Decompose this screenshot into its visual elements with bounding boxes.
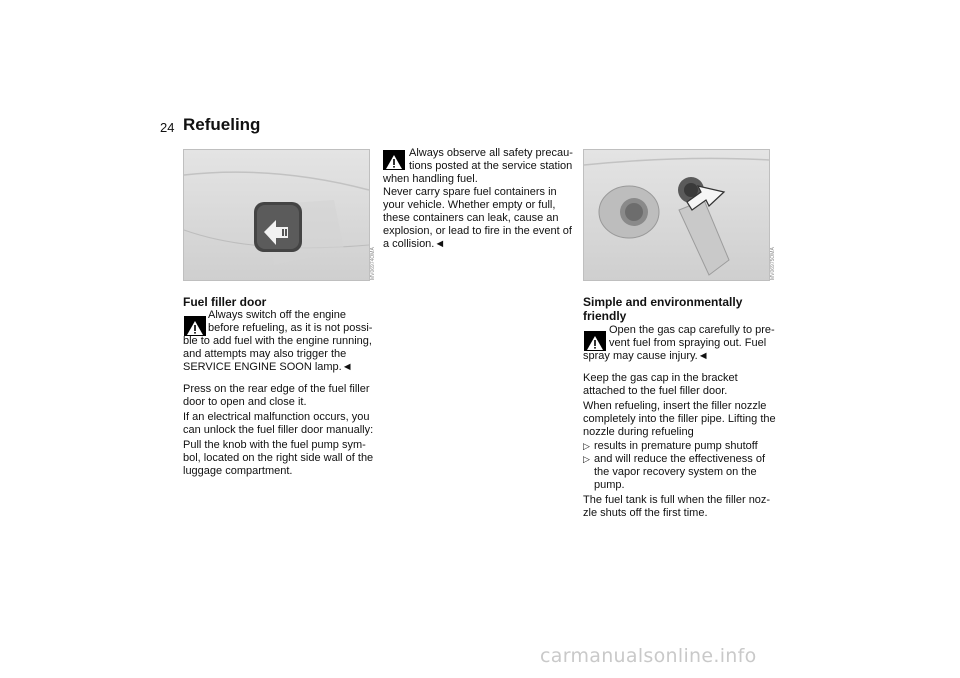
safety-line: a collision.◄ [383,238,446,250]
paragraph-line: door to open and close it. [183,396,307,408]
paragraph-line: nozzle during refueling [583,426,694,438]
paragraph-line: luggage compartment. [183,465,293,477]
bullet-arrow-icon: ▷ [583,454,590,464]
simple-heading-line: friendly [583,309,627,323]
photo-code: MV06975OMA [770,247,776,280]
safety-line: explosion, or lead to fire in the event of [383,225,572,237]
paragraph-line: bol, located on the right side wall of the [183,452,374,464]
paragraph-line: Press on the rear edge of the fuel filler [183,383,370,395]
paragraph-line: attached to the fuel filler door. [583,385,728,397]
paragraph-line: The fuel tank is full when the filler noz- [583,494,771,506]
warning-icon [584,331,606,351]
bullet-line: the vapor recovery system on the [594,466,757,478]
fuel-filler-door-photo [183,149,376,281]
bullet-arrow-icon: ▷ [583,441,590,451]
paragraph-line: completely into the filler pipe. Lifting the [583,413,776,425]
fuel-filler-warning-line: SERVICE ENGINE SOON lamp.◄ [183,361,353,373]
safety-line: tions posted at the service station [409,160,573,172]
gas-cap-photo [583,149,776,281]
paragraph-line: If an electrical malfunction occurs, you [183,411,370,423]
paragraph-line: zle shuts off the first time. [583,507,708,519]
fuel-filler-warning-line: before refueling, as it is not possi- [208,322,373,334]
photo-code: MV06974OMA [370,247,376,280]
safety-line: your vehicle. Whether empty or full, [383,199,556,211]
fuel-filler-warning-line: and attempts may also trigger the [183,348,347,360]
bullet-line: pump. [594,479,625,491]
safety-line: when handling fuel. [383,173,478,185]
simple-warning-line: Open the gas cap carefully to pre- [609,324,775,336]
safety-line: Always observe all safety precau- [409,147,573,159]
fuel-filler-warning-line: Always switch off the engine [208,309,346,321]
simple-warning-line: spray may cause injury.◄ [583,350,709,362]
simple-warning-line: vent fuel from spraying out. Fuel [609,337,767,349]
paragraph-line: Keep the gas cap in the bracket [583,372,738,384]
bullet-line: results in premature pump shutoff [594,440,758,452]
fuel-filler-warning-line: ble to add fuel with the engine running, [183,335,372,347]
warning-icon [184,316,206,336]
paragraph-line: can unlock the fuel filler door manually: [183,424,374,436]
page-number: 24 [160,120,175,135]
simple-heading-line: Simple and environmentally [583,295,743,309]
warning-icon [383,150,405,170]
fuel-filler-heading: Fuel filler door [183,295,267,309]
page-title: Refueling [183,115,261,134]
safety-line: Never carry spare fuel containers in [383,186,557,198]
bullet-line: and will reduce the effectiveness of [594,453,766,465]
watermark: carmanualsonline.info [540,645,757,667]
paragraph-line: When refueling, insert the filler nozzle [583,400,767,412]
safety-line: these containers can leak, cause an [383,212,559,224]
paragraph-line: Pull the knob with the fuel pump sym- [183,439,366,451]
